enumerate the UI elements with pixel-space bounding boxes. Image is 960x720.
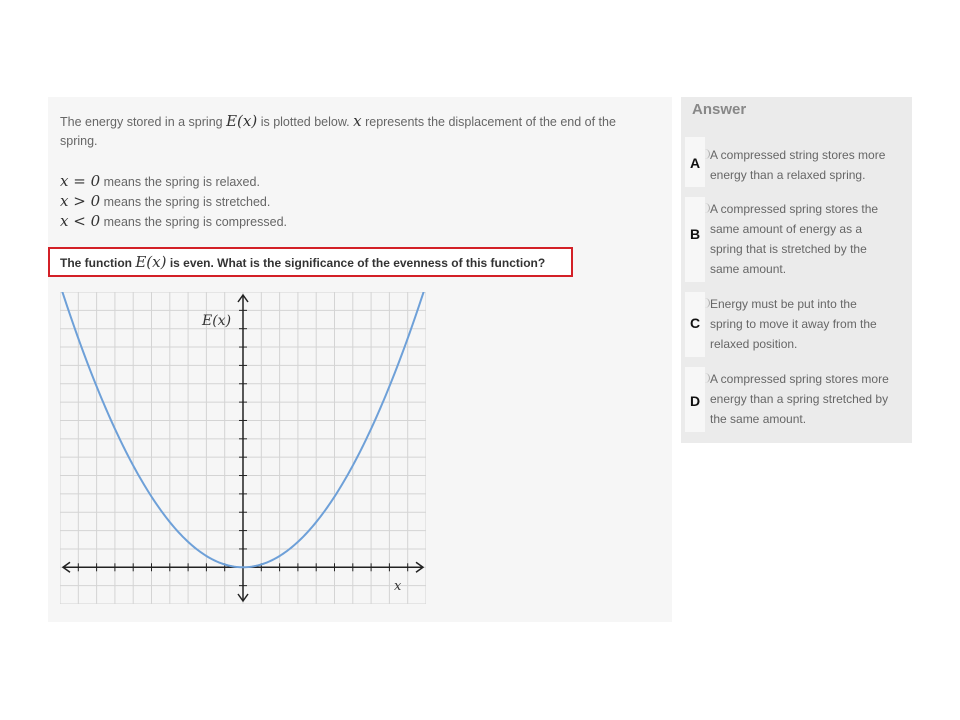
answer-panel bbox=[681, 97, 912, 443]
energy-graph bbox=[60, 292, 426, 604]
choice-c-line: Energy must be put into the bbox=[710, 297, 857, 311]
choice-b[interactable] bbox=[710, 199, 910, 279]
condition-stretched: x > 0 means the spring is stretched. bbox=[60, 192, 271, 210]
choice-c-letter: C bbox=[690, 315, 701, 331]
choice-a[interactable] bbox=[710, 145, 910, 185]
x-axis-label: x bbox=[394, 579, 402, 594]
highlighted-prompt bbox=[48, 247, 573, 277]
question-panel bbox=[48, 97, 672, 622]
choice-b-line: A compressed spring stores the bbox=[710, 202, 879, 216]
graph-axes bbox=[63, 295, 423, 601]
choice-a-line: energy than a relaxed spring. bbox=[710, 168, 866, 182]
choice-d-radio[interactable] bbox=[703, 373, 710, 383]
choice-c-radio[interactable] bbox=[703, 298, 710, 308]
choice-c-line: spring to move it away from the bbox=[710, 317, 877, 331]
question-intro: The energy stored in a spring E(x) is plotted below. x represents the displacement of the end of the bbox=[60, 112, 616, 130]
choice-a-letter: A bbox=[690, 155, 701, 171]
choice-c[interactable] bbox=[710, 294, 910, 354]
choice-b-line: same amount. bbox=[710, 262, 787, 276]
answer-title: Answer bbox=[692, 101, 747, 118]
choice-b-letter: B bbox=[690, 226, 701, 242]
prompt-text: The function E(x) is even. What is the significance of the evenness of this function? bbox=[60, 253, 546, 271]
choice-d[interactable] bbox=[710, 369, 910, 429]
choice-a-radio[interactable] bbox=[703, 149, 710, 159]
choice-d-line: A compressed spring stores more bbox=[710, 372, 889, 386]
choice-a-line: A compressed string stores more bbox=[710, 148, 886, 162]
choice-d-letter: D bbox=[690, 393, 701, 409]
choice-b-radio[interactable] bbox=[703, 203, 710, 213]
choice-d-line: the same amount. bbox=[710, 412, 807, 426]
choice-c-line: relaxed position. bbox=[710, 337, 798, 351]
choice-b-line: same amount of energy as a bbox=[710, 222, 863, 236]
choice-b-line: spring that is stretched by the bbox=[710, 242, 867, 256]
condition-compressed: x < 0 means the spring is compressed. bbox=[60, 212, 288, 230]
y-axis-label: E(x) bbox=[202, 313, 232, 329]
condition-relaxed: x = 0 means the spring is relaxed. bbox=[60, 172, 260, 190]
question-intro-cont: spring. bbox=[60, 134, 98, 148]
choice-d-line: energy than a spring stretched by bbox=[710, 392, 889, 406]
